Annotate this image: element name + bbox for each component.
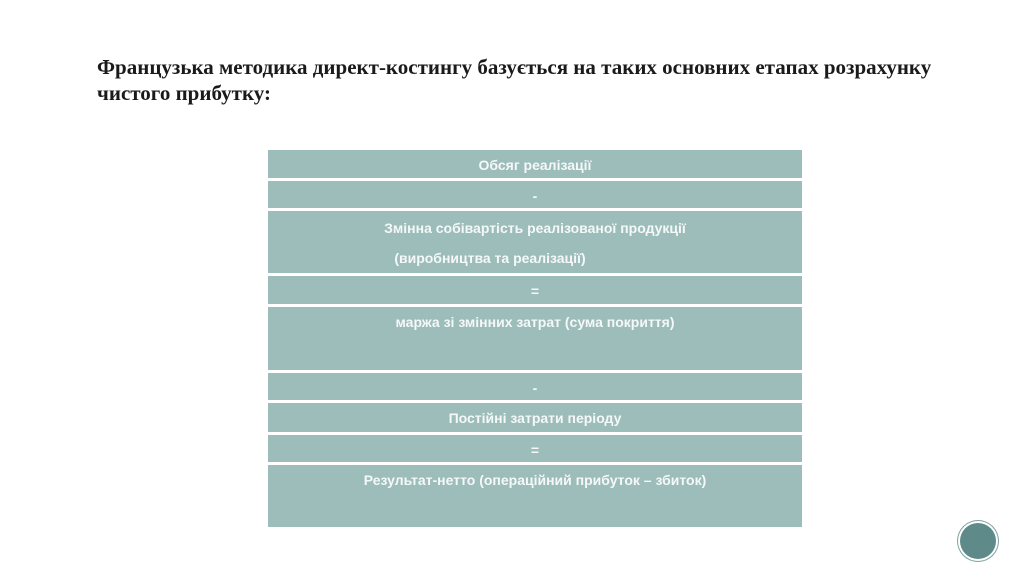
table-row <box>268 211 802 273</box>
table-row <box>268 403 802 432</box>
row-text: Постійні затрати періоду <box>448 410 622 426</box>
row-text: - <box>532 188 538 204</box>
calculation-table <box>268 150 802 530</box>
table-row <box>268 435 802 462</box>
row-text: = <box>530 283 540 299</box>
slide-title: Французька методика директ-костингу базується на таких основних етапах розрахунку чистого прибутку: <box>97 55 932 105</box>
table-row <box>268 307 802 370</box>
table-row <box>268 181 802 208</box>
table-row <box>268 150 802 178</box>
row-text: - <box>532 380 538 396</box>
row-text: Змінна собівартість реалізованої продукції <box>384 220 686 236</box>
row-text: маржа зі змінних затрат (сума покриття) <box>395 314 675 330</box>
row-text: Результат-нетто (операційний прибуток – збиток) <box>363 472 707 488</box>
table-row <box>268 373 802 400</box>
row-text: (виробництва та реалізації) <box>394 250 586 266</box>
row-text: Обсяг реалізації <box>478 157 592 173</box>
table-row <box>268 276 802 304</box>
slide-decoration-circle-icon <box>960 523 996 559</box>
table-row <box>268 465 802 527</box>
row-text: = <box>530 442 540 458</box>
